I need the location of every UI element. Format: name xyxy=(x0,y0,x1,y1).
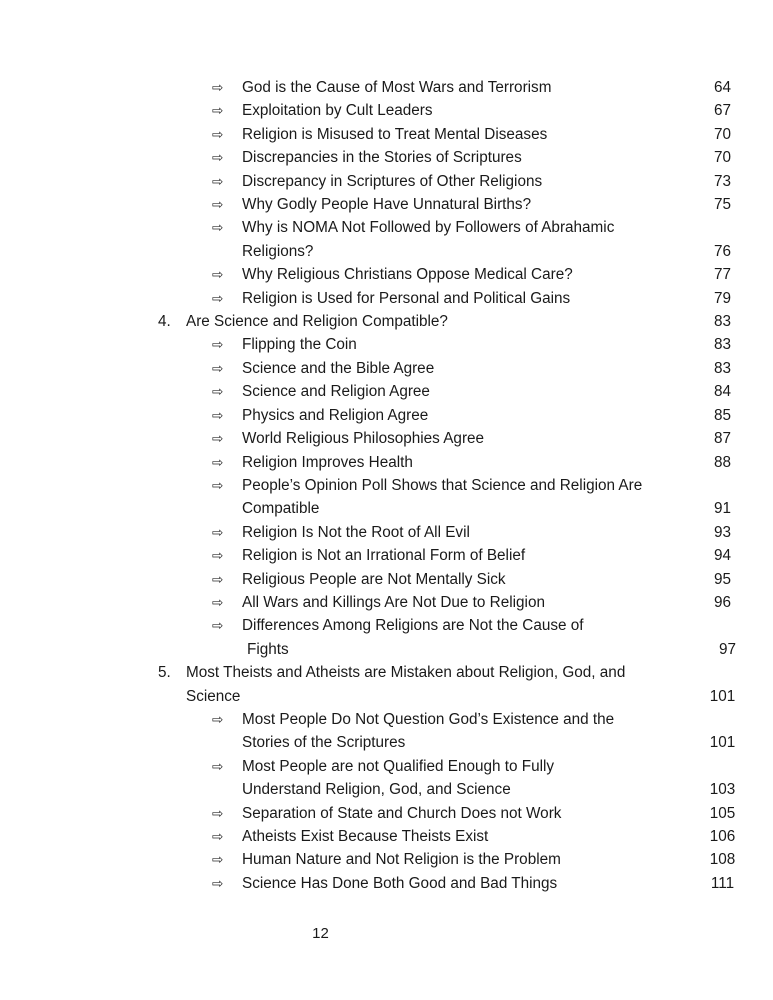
white-right-arrow-icon: ⇨ xyxy=(212,384,224,400)
toc-entry-label: World Religious Philosophies Agree xyxy=(242,430,485,448)
toc-entry-line xyxy=(212,755,672,778)
toc-entry[interactable] xyxy=(0,661,773,708)
toc-entry-number: 5. xyxy=(158,664,171,682)
toc-entry[interactable] xyxy=(0,193,773,216)
toc-entry-label: Religions? xyxy=(242,242,314,260)
toc-entry-continuation-line xyxy=(212,731,736,754)
white-right-arrow-icon: ⇨ xyxy=(212,407,224,423)
toc-entry-line xyxy=(212,614,672,637)
toc-entry-label: Physics and Religion Agree xyxy=(242,406,429,424)
toc-entry-label: Understand Religion, God, and Science xyxy=(242,781,511,799)
toc-entry[interactable] xyxy=(0,825,773,848)
toc-entry-continuation-line xyxy=(212,240,731,263)
white-right-arrow-icon: ⇨ xyxy=(212,805,224,821)
toc-entry-label: Stories of the Scriptures xyxy=(242,734,406,752)
toc-entry-label: Atheists Exist Because Theists Exist xyxy=(242,828,489,845)
table-of-contents-list xyxy=(0,76,773,895)
white-right-arrow-icon: ⇨ xyxy=(212,80,224,95)
white-right-arrow-icon: ⇨ xyxy=(212,150,224,166)
toc-entry-page-number: 83 xyxy=(713,359,731,377)
toc-entry[interactable] xyxy=(0,287,773,310)
toc-entry-continuation-line xyxy=(212,638,736,661)
white-right-arrow-icon: ⇨ xyxy=(212,454,224,470)
toc-entry-continuation-line xyxy=(158,685,736,708)
toc-entry-label: Religion is Used for Personal and Political Gains xyxy=(242,289,571,307)
toc-entry[interactable] xyxy=(0,427,773,450)
white-right-arrow-icon: ⇨ xyxy=(212,220,224,236)
toc-entry-label: Most Theists and Atheists are Mistaken about Religion, God, and xyxy=(186,664,626,682)
toc-entry-page-number: 91 xyxy=(713,500,731,518)
toc-entry[interactable] xyxy=(0,99,773,122)
toc-entry-label: All Wars and Killings Are Not Due to Religion xyxy=(242,593,545,611)
toc-entry-page-number: 87 xyxy=(713,430,731,448)
toc-entry-label: Differences Among Religions are Not the Cause of xyxy=(242,617,584,635)
white-right-arrow-icon: ⇨ xyxy=(212,875,224,891)
toc-entry-line xyxy=(158,661,672,684)
toc-entry[interactable] xyxy=(0,170,773,193)
toc-entry-page-number: 101 xyxy=(709,687,736,705)
toc-entry[interactable] xyxy=(0,544,773,567)
toc-entry-page-number: 96 xyxy=(713,593,731,611)
white-right-arrow-icon: ⇨ xyxy=(212,594,224,610)
toc-entry-label: Why is NOMA Not Followed by Followers of Abrahamic xyxy=(242,219,615,237)
toc-entry-page-number: 73 xyxy=(713,172,731,190)
toc-entry-label: Science xyxy=(186,687,241,705)
toc-entry[interactable] xyxy=(0,521,773,544)
toc-entry[interactable] xyxy=(0,380,773,403)
toc-entry-page-number: 105 xyxy=(709,804,736,822)
toc-entry-label: Science Has Done Both Good and Bad Things xyxy=(242,874,558,892)
toc-entry-page-number: 75 xyxy=(713,196,731,214)
toc-entry-page-number: 97 xyxy=(718,640,736,658)
toc-entry-label: Why Religious Christians Oppose Medical Care? xyxy=(242,266,573,284)
toc-entry-page-number: 93 xyxy=(713,523,731,541)
toc-entry[interactable] xyxy=(0,474,773,521)
toc-entry-label: Science and Religion Agree xyxy=(242,383,430,401)
toc-entry[interactable] xyxy=(0,451,773,474)
toc-entry-line xyxy=(212,216,672,239)
toc-entry[interactable] xyxy=(0,76,773,99)
toc-entry[interactable] xyxy=(0,848,773,871)
toc-entry-label: Religion is Misused to Treat Mental Diseases xyxy=(242,125,548,143)
toc-entry-page-number: 111 xyxy=(710,874,735,892)
toc-entry-page-number: 88 xyxy=(713,453,731,471)
toc-entry[interactable] xyxy=(0,263,773,286)
toc-entry-label: Religion Is Not the Root of All Evil xyxy=(242,523,470,541)
toc-entry[interactable] xyxy=(0,146,773,169)
page-folio-number: 12 xyxy=(312,925,329,942)
white-right-arrow-icon: ⇨ xyxy=(212,173,224,189)
toc-entry-page-number: 70 xyxy=(713,149,731,167)
toc-entry[interactable] xyxy=(0,123,773,146)
white-right-arrow-icon: ⇨ xyxy=(212,852,224,868)
toc-entry[interactable] xyxy=(0,333,773,356)
white-right-arrow-icon: ⇨ xyxy=(212,431,224,447)
white-right-arrow-icon: ⇨ xyxy=(212,548,224,564)
toc-entry-page-number: 83 xyxy=(713,336,731,354)
white-right-arrow-icon: ⇨ xyxy=(212,524,224,540)
toc-entry-page-number: 106 xyxy=(709,828,736,845)
toc-entry-page-number: 103 xyxy=(709,781,736,799)
toc-entry[interactable] xyxy=(0,568,773,591)
toc-entry-continuation-line xyxy=(212,497,731,520)
white-right-arrow-icon: ⇨ xyxy=(212,829,224,844)
toc-entry-label: Discrepancies in the Stories of Scriptures xyxy=(242,149,522,167)
toc-entry-page-number: 70 xyxy=(713,125,731,143)
white-right-arrow-icon: ⇨ xyxy=(212,290,224,306)
toc-entry-label: Science and the Bible Agree xyxy=(242,359,435,377)
toc-entry-page-number: 101 xyxy=(709,734,736,752)
toc-entry-page-number: 94 xyxy=(713,547,731,565)
toc-entry[interactable] xyxy=(0,357,773,380)
toc-entry-page-number: 64 xyxy=(713,79,731,96)
toc-entry[interactable] xyxy=(0,708,773,755)
toc-entry-label: Separation of State and Church Does not Work xyxy=(242,804,562,822)
toc-entry-label: People’s Opinion Poll Shows that Science and Religion Are xyxy=(242,476,643,494)
toc-entry-continuation-line xyxy=(212,778,736,801)
toc-entry[interactable] xyxy=(0,310,773,333)
white-right-arrow-icon: ⇨ xyxy=(212,360,224,376)
toc-entry[interactable] xyxy=(0,872,773,895)
toc-entry-label: Human Nature and Not Religion is the Problem xyxy=(242,851,561,869)
toc-entry-label: Discrepancy in Scriptures of Other Religions xyxy=(242,172,543,190)
toc-entry-page-number: 67 xyxy=(713,102,731,120)
toc-entry-label: Compatible xyxy=(242,500,320,518)
toc-entry-label: Religion is Not an Irrational Form of Belief xyxy=(242,547,526,565)
toc-entry-page-number: 95 xyxy=(713,570,731,588)
toc-entry-line xyxy=(212,474,672,497)
white-right-arrow-icon: ⇨ xyxy=(212,103,224,119)
toc-entry-page-number: 83 xyxy=(713,313,731,331)
white-right-arrow-icon: ⇨ xyxy=(212,618,224,634)
toc-entry-page-number: 77 xyxy=(713,266,731,284)
toc-entry-label: Most People are not Qualified Enough to Fully xyxy=(242,757,555,775)
white-right-arrow-icon: ⇨ xyxy=(212,571,224,587)
toc-entry-line xyxy=(212,708,672,731)
toc-entry-label: Exploitation by Cult Leaders xyxy=(242,102,433,120)
white-right-arrow-icon: ⇨ xyxy=(212,337,224,353)
toc-entry-page-number: 108 xyxy=(709,851,736,869)
white-right-arrow-icon: ⇨ xyxy=(212,758,224,774)
white-right-arrow-icon: ⇨ xyxy=(212,477,224,493)
toc-entry-label: Most People Do Not Question God’s Existence and the xyxy=(242,710,615,728)
toc-entry[interactable] xyxy=(0,404,773,427)
toc-entry[interactable] xyxy=(0,755,773,802)
white-right-arrow-icon: ⇨ xyxy=(212,267,224,283)
toc-entry-label: Religious People are Not Mentally Sick xyxy=(242,570,506,588)
toc-entry-page-number: 79 xyxy=(713,289,731,307)
toc-entry[interactable] xyxy=(0,614,773,661)
white-right-arrow-icon: ⇨ xyxy=(212,126,224,142)
toc-entry-label: Religion Improves Health xyxy=(242,453,413,471)
toc-entry-page-number: 84 xyxy=(713,383,731,401)
toc-entry[interactable] xyxy=(0,802,773,825)
toc-entry[interactable] xyxy=(0,591,773,614)
toc-entry-number: 4. xyxy=(158,313,171,331)
toc-entry-page-number: 85 xyxy=(713,406,731,424)
toc-entry-label: Why Godly People Have Unnatural Births? xyxy=(242,196,532,214)
toc-entry[interactable] xyxy=(0,216,773,263)
white-right-arrow-icon: ⇨ xyxy=(212,197,224,213)
toc-entry-label: Flipping the Coin xyxy=(242,336,357,354)
toc-entry-label: Are Science and Religion Compatible? xyxy=(186,313,448,331)
toc-entry-label: Fights xyxy=(247,640,289,658)
toc-entry-page-number: 76 xyxy=(713,242,731,260)
white-right-arrow-icon: ⇨ xyxy=(212,711,224,727)
toc-entry-label: God is the Cause of Most Wars and Terrorism xyxy=(242,79,552,96)
